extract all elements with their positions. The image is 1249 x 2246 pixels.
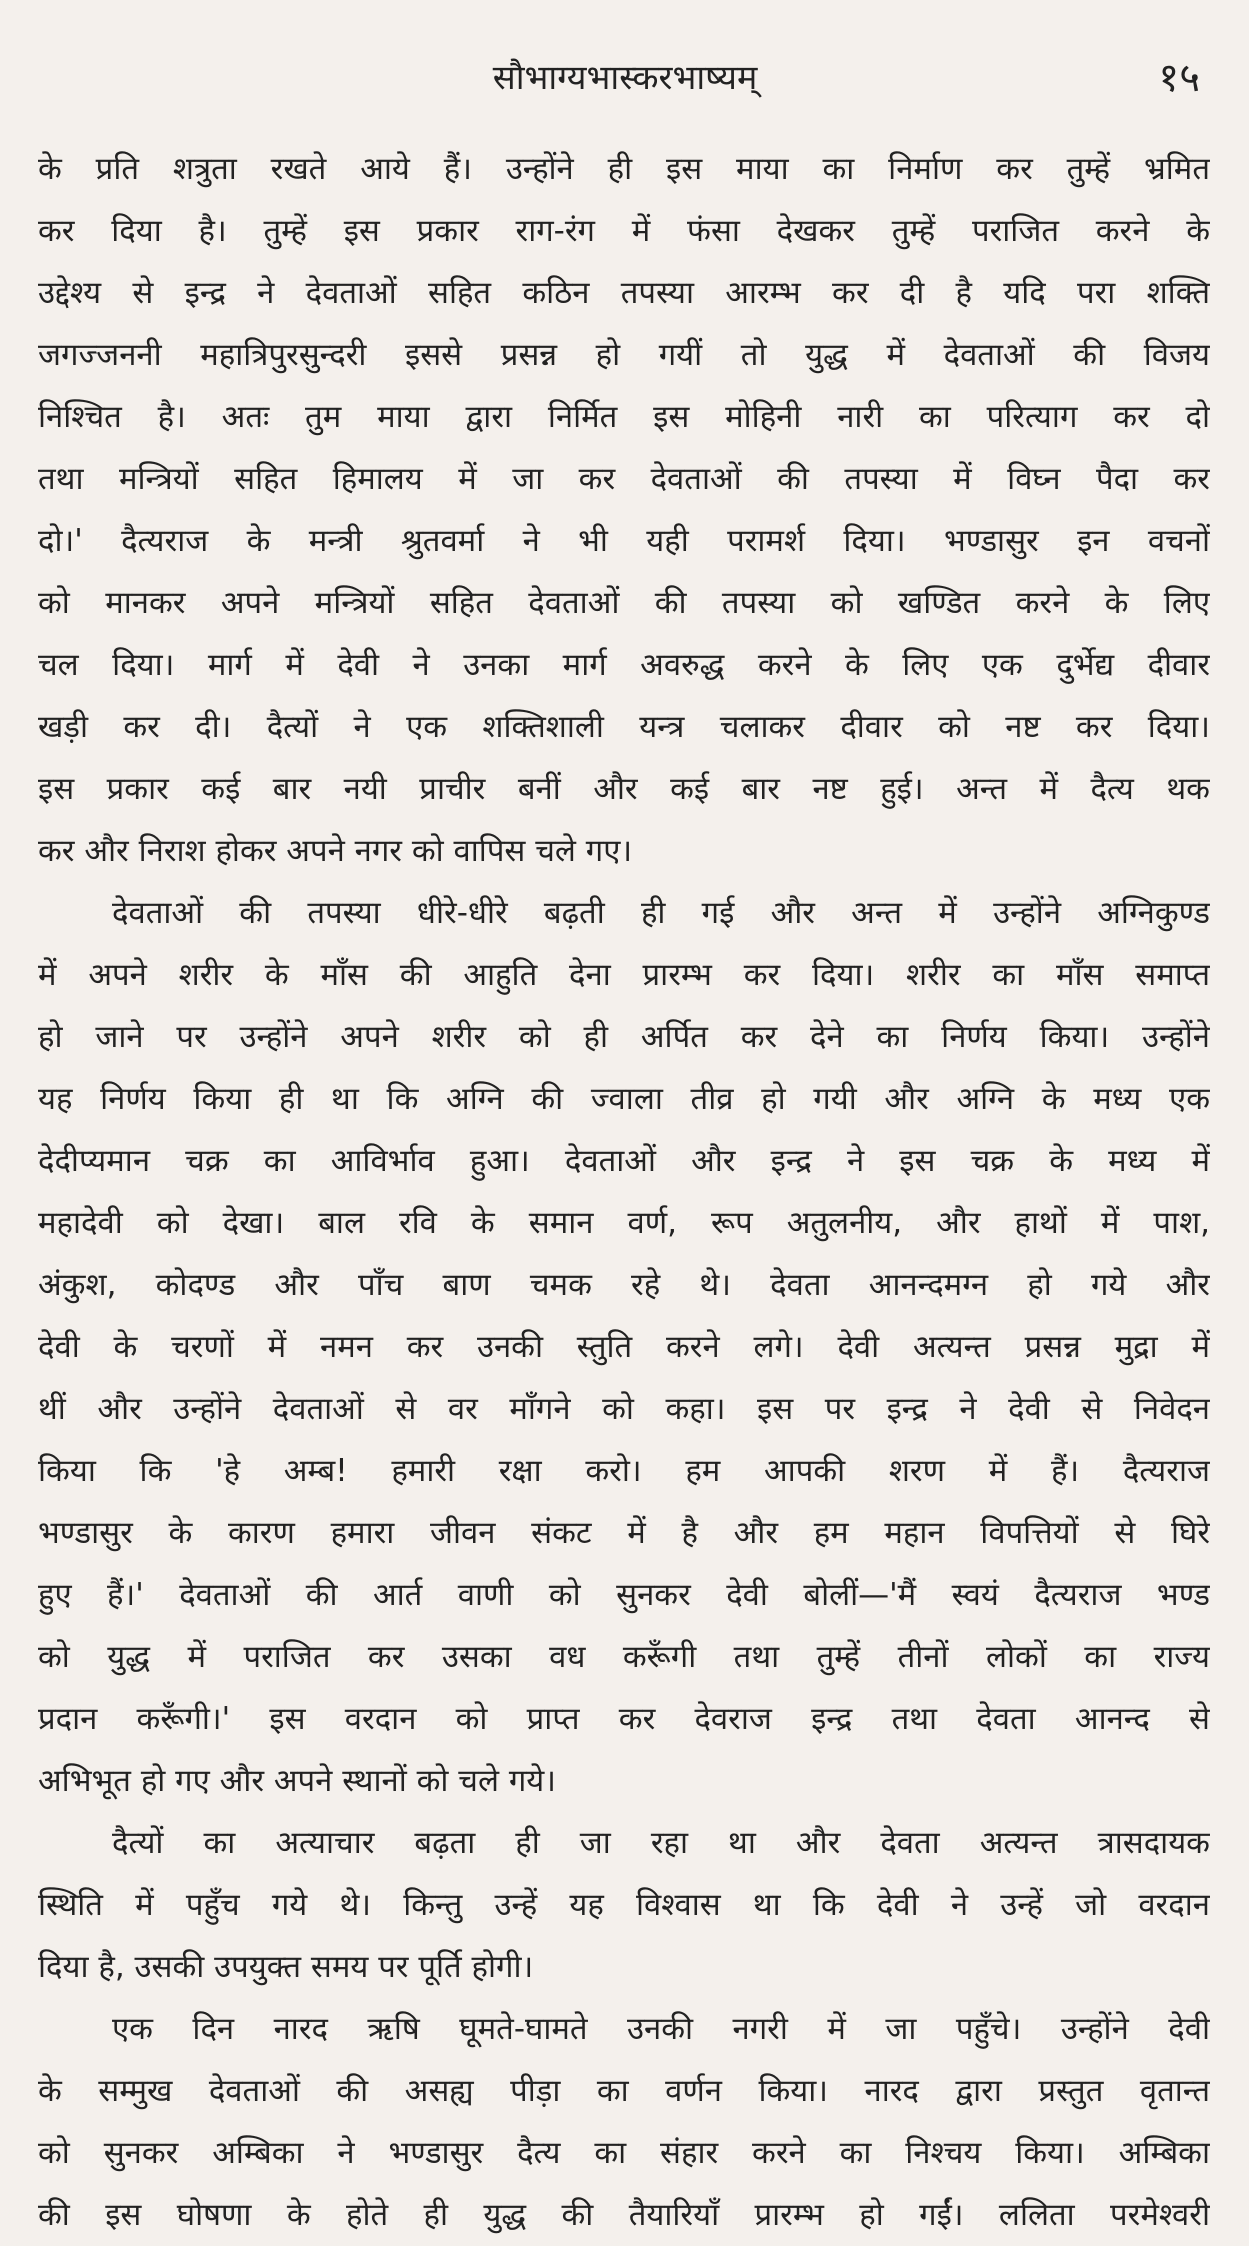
body-text bbox=[38, 138, 1210, 2246]
text-line: देदीप्यमान चक्र का आविर्भाव हुआ। देवताओं और इन्द्र ने इस चक्र के मध्य में bbox=[38, 1143, 1210, 1179]
text-line: महादेवी को देखा। बाल रवि के समान वर्ण, रूप अतुलनीय, और हाथों में पाश, bbox=[38, 1205, 1210, 1241]
text-line: तथा मन्त्रियों सहित हिमालय में जा कर देवताओं की तपस्या में विघ्न पैदा कर bbox=[38, 461, 1210, 497]
text-line: को युद्ध में पराजित कर उसका वध करूँगी तथा तुम्हें तीनों लोकों का राज्य bbox=[38, 1639, 1210, 1675]
text-line: किया कि 'हे अम्ब! हमारी रक्षा करो। हम आपकी शरण में हैं। दैत्यराज bbox=[38, 1453, 1210, 1489]
text-line: अंकुश, कोदण्ड और पाँच बाण चमक रहे थे। देवता आनन्दमग्न हो गये और bbox=[38, 1267, 1210, 1303]
text-line: भण्डासुर के कारण हमारा जीवन संकट में है और हम महान विपत्तियों से घिरे bbox=[38, 1515, 1210, 1551]
paragraph-first-line: देवताओं की तपस्या धीरे-धीरे बढ़ती ही गई और अन्त में उन्होंने अग्निकुण्ड bbox=[112, 895, 1210, 931]
text-line: में अपने शरीर के माँस की आहुति देना प्रारम्भ कर दिया। शरीर का माँस समाप्त bbox=[38, 957, 1210, 993]
text-line: दिया है, उसकी उपयुक्त समय पर पूर्ति होगी। bbox=[38, 1949, 534, 1985]
text-line: के सम्मुख देवताओं की असह्य पीड़ा का वर्णन किया। नारद द्वारा प्रस्तुत वृतान्त bbox=[38, 2073, 1210, 2109]
text-line: देवी के चरणों में नमन कर उनकी स्तुति करने लगे। देवी अत्यन्त प्रसन्न मुद्रा में bbox=[38, 1329, 1210, 1365]
text-line: दो।' दैत्यराज के मन्त्री श्रुतवर्मा ने भी यही परामर्श दिया। भण्डासुर इन वचनों bbox=[38, 523, 1210, 559]
text-line: प्रदान करूँगी।' इस वरदान को प्राप्त कर देवराज इन्द्र तथा देवता आनन्द से bbox=[38, 1701, 1210, 1737]
text-line: जगज्जननी महात्रिपुरसुन्दरी इससे प्रसन्न हो गयीं तो युद्ध में देवताओं की विजय bbox=[38, 337, 1210, 373]
text-line: खड़ी कर दी। दैत्यों ने एक शक्तिशाली यन्त्र चलाकर दीवार को नष्ट कर दिया। bbox=[38, 709, 1210, 745]
text-line: हो जाने पर उन्होंने अपने शरीर को ही अर्पित कर देने का निर्णय किया। उन्होंने bbox=[38, 1019, 1210, 1055]
text-line: को मानकर अपने मन्त्रियों सहित देवताओं की तपस्या को खण्डित करने के लिए bbox=[38, 585, 1210, 621]
text-line: इस प्रकार कई बार नयी प्राचीर बनीं और कई बार नष्ट हुई। अन्त में दैत्य थक bbox=[38, 771, 1210, 807]
text-line: कर दिया है। तुम्हें इस प्रकार राग-रंग में फंसा देखकर तुम्हें पराजित करने के bbox=[38, 213, 1210, 249]
text-line: की इस घोषणा के होते ही युद्ध की तैयारियाँ प्रारम्भ हो गईं। ललिता परमेश्वरी bbox=[38, 2197, 1210, 2233]
text-line: को सुनकर अम्बिका ने भण्डासुर दैत्य का संहार करने का निश्चय किया। अम्बिका bbox=[38, 2135, 1210, 2171]
text-line: चल दिया। मार्ग में देवी ने उनका मार्ग अवरुद्ध करने के लिए एक दुर्भेद्य दीवार bbox=[38, 647, 1210, 683]
text-line: के प्रति शत्रुता रखते आये हैं। उन्होंने ही इस माया का निर्माण कर तुम्हें भ्रमित bbox=[38, 151, 1210, 187]
paragraph-first-line: दैत्यों का अत्याचार बढ़ता ही जा रहा था और देवता अत्यन्त त्रासदायक bbox=[112, 1825, 1210, 1861]
text-line: उद्देश्य से इन्द्र ने देवताओं सहित कठिन तपस्या आरम्भ कर दी है यदि परा शक्ति bbox=[38, 275, 1210, 311]
text-line: यह निर्णय किया ही था कि अग्नि की ज्वाला तीव्र हो गयी और अग्नि के मध्य एक bbox=[38, 1081, 1210, 1117]
running-head bbox=[40, 48, 1210, 108]
page-number: १५ bbox=[1158, 55, 1200, 101]
text-line: स्थिति में पहुँच गये थे। किन्तु उन्हें यह विश्वास था कि देवी ने उन्हें जो वरदान bbox=[38, 1887, 1210, 1923]
text-line: थीं और उन्होंने देवताओं से वर माँगने को कहा। इस पर इन्द्र ने देवी से निवेदन bbox=[38, 1391, 1210, 1427]
text-line: निश्चित है। अतः तुम माया द्वारा निर्मित इस मोहिनी नारी का परित्याग कर दो bbox=[38, 399, 1210, 435]
text-line: हुए हैं।' देवताओं की आर्त वाणी को सुनकर देवी बोलीं—'मैं स्वयं दैत्यराज भण्ड bbox=[38, 1577, 1210, 1613]
paragraph-first-line: एक दिन नारद ऋषि घूमते-घामते उनकी नगरी में जा पहुँचे। उन्होंने देवी bbox=[112, 2011, 1210, 2047]
text-line: कर और निराश होकर अपने नगर को वापिस चले गए। bbox=[38, 833, 633, 869]
page-title: सौभाग्यभास्करभाष्यम् bbox=[492, 58, 758, 98]
text-line: अभिभूत हो गए और अपने स्थानों को चले गये। bbox=[38, 1763, 557, 1799]
